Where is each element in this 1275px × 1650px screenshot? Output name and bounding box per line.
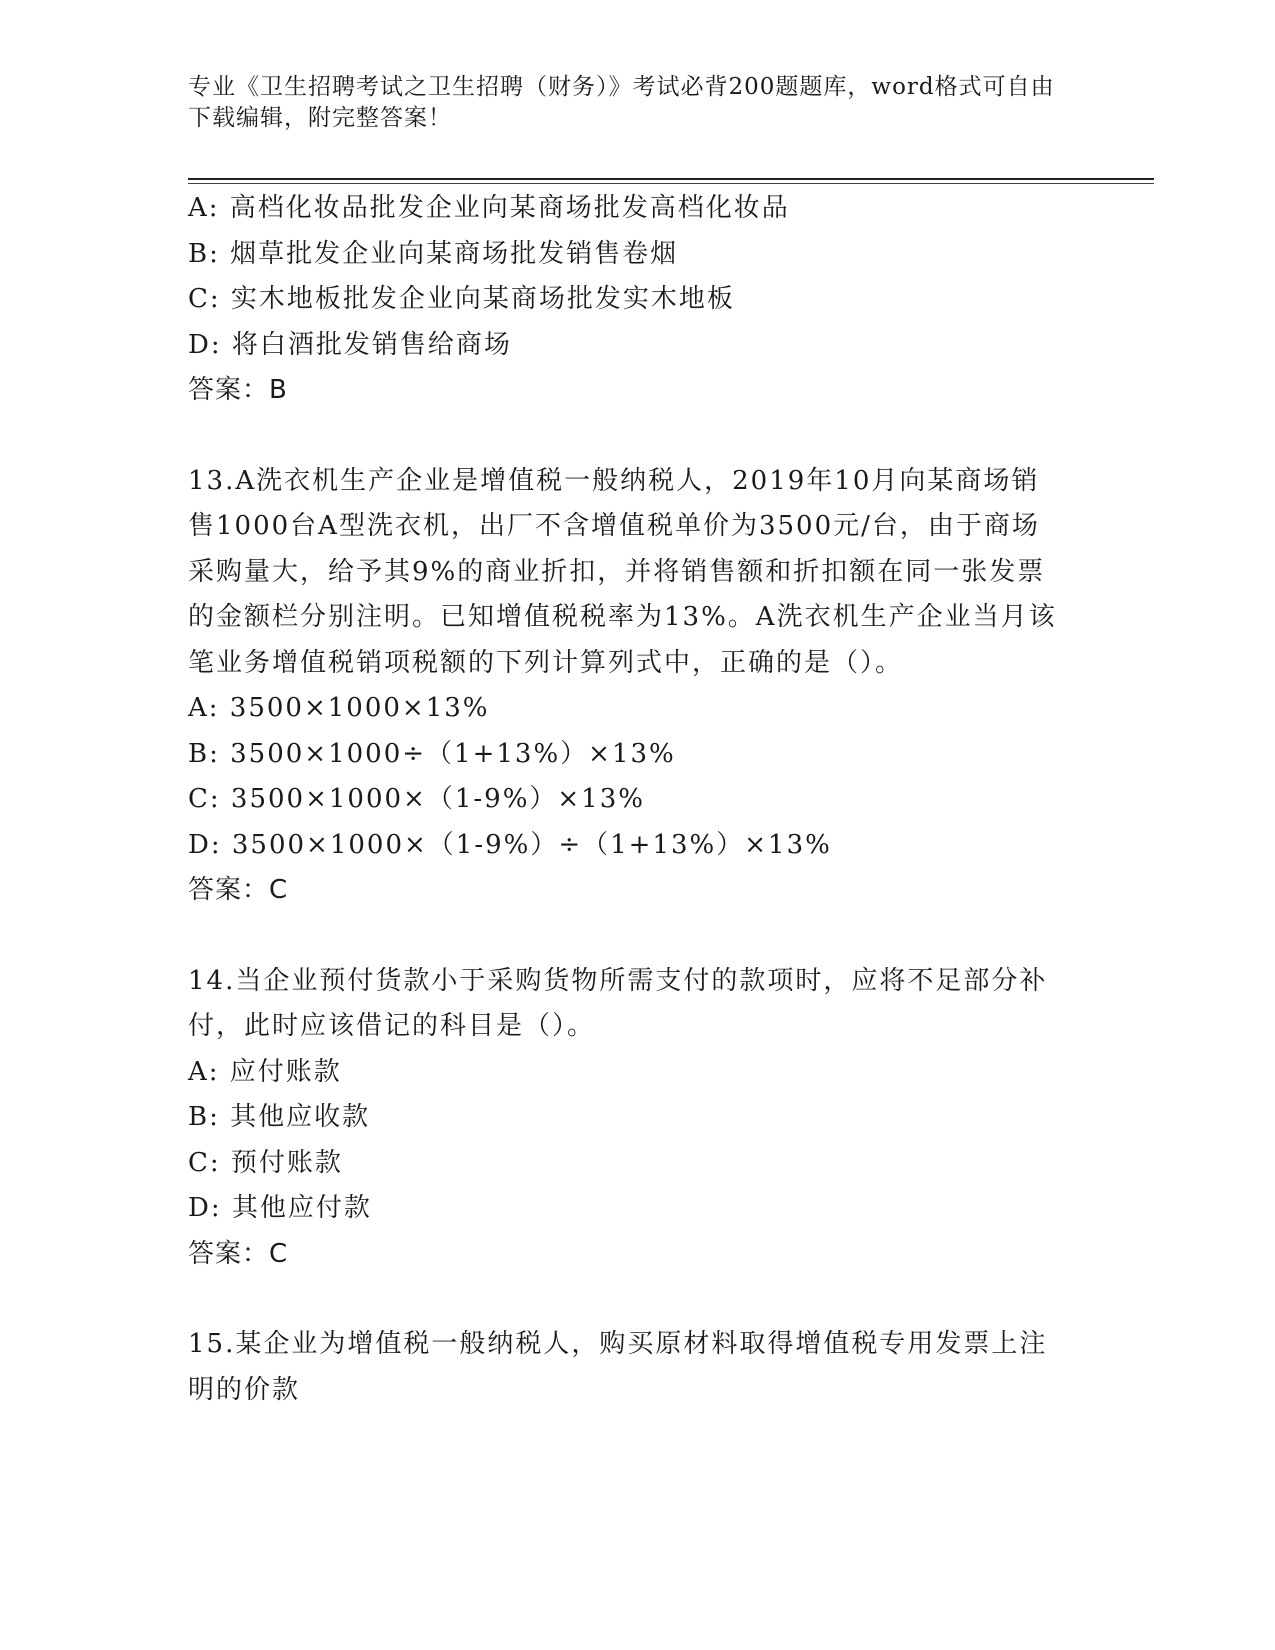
q14-option-b: B: 其他应收款 xyxy=(188,1102,371,1132)
document-body xyxy=(188,186,1078,1413)
q13-option-b: B: 3500×1000÷（1+13%）×13% xyxy=(188,738,676,769)
spacer xyxy=(188,414,1078,459)
question-13 xyxy=(188,459,1078,914)
question-12 xyxy=(188,186,1078,414)
q13-answer: 答案：C xyxy=(188,875,289,905)
spacer xyxy=(188,1277,1078,1322)
document-header xyxy=(188,72,1068,134)
q12-option-a: A: 高档化妆品批发企业向某商场批发高档化妆品 xyxy=(188,193,790,223)
header-intro-text: 专业《卫生招聘考试之卫生招聘（财务）》考试必背200题题库，word格式可自由下载编辑，附完整答案！ xyxy=(188,74,1055,131)
q13-stem-line-1: 13.A洗衣机生产企业是增值税一般纳税人，2019年10月向某商场销 xyxy=(188,465,1040,496)
q12-option-c: C: 实木地板批发企业向某商场批发实木地板 xyxy=(188,284,735,314)
header-divider-thin xyxy=(188,183,1154,184)
q13-option-a: A: 3500×1000×13% xyxy=(188,693,490,723)
q13-stem-line-5: 笔业务增值税销项税额的下列计算列式中，正确的是（）。 xyxy=(188,647,904,678)
q13-stem-line-4: 的金额栏分别注明。已知增值税税率为13%。A洗衣机生产企业当月该 xyxy=(188,602,1057,632)
spacer xyxy=(188,914,1078,959)
question-15 xyxy=(188,1322,1078,1413)
q14-stem-line-2: 付，此时应该借记的科目是（）。 xyxy=(188,1011,596,1041)
header-divider-thick xyxy=(188,178,1154,180)
q14-option-c: C: 预付账款 xyxy=(188,1147,343,1178)
q14-stem-line-1: 14.当企业预付货款小于采购货物所需支付的款项时，应将不足部分补 xyxy=(188,965,1048,996)
q14-option-a: A: 应付账款 xyxy=(188,1056,342,1087)
q13-option-d: D: 3500×1000×（1-9%）÷（1+13%）×13% xyxy=(188,829,832,860)
q12-option-d: D: 将白酒批发销售给商场 xyxy=(188,329,512,360)
q12-option-b: B: 烟草批发企业向某商场批发销售卷烟 xyxy=(188,238,679,269)
q14-option-d: D: 其他应付款 xyxy=(188,1193,372,1223)
q13-option-c: C: 3500×1000×（1-9%）×13% xyxy=(188,784,645,814)
q12-answer: 答案：B xyxy=(188,375,288,405)
q13-stem-line-3: 采购量大，给予其9%的商业折扣，并将销售额和折扣额在同一张发票 xyxy=(188,556,1046,587)
q15-stem-line-1: 15.某企业为增值税一般纳税人，购买原材料取得增值税专用发票上注 xyxy=(188,1329,1048,1359)
q15-stem-line-2: 明的价款 xyxy=(188,1374,301,1405)
q14-answer: 答案：C xyxy=(188,1238,289,1269)
question-14 xyxy=(188,959,1078,1278)
q13-stem-line-2: 售1000台A型洗衣机，出厂不含增值税单价为3500元/台，由于商场 xyxy=(188,511,1040,541)
